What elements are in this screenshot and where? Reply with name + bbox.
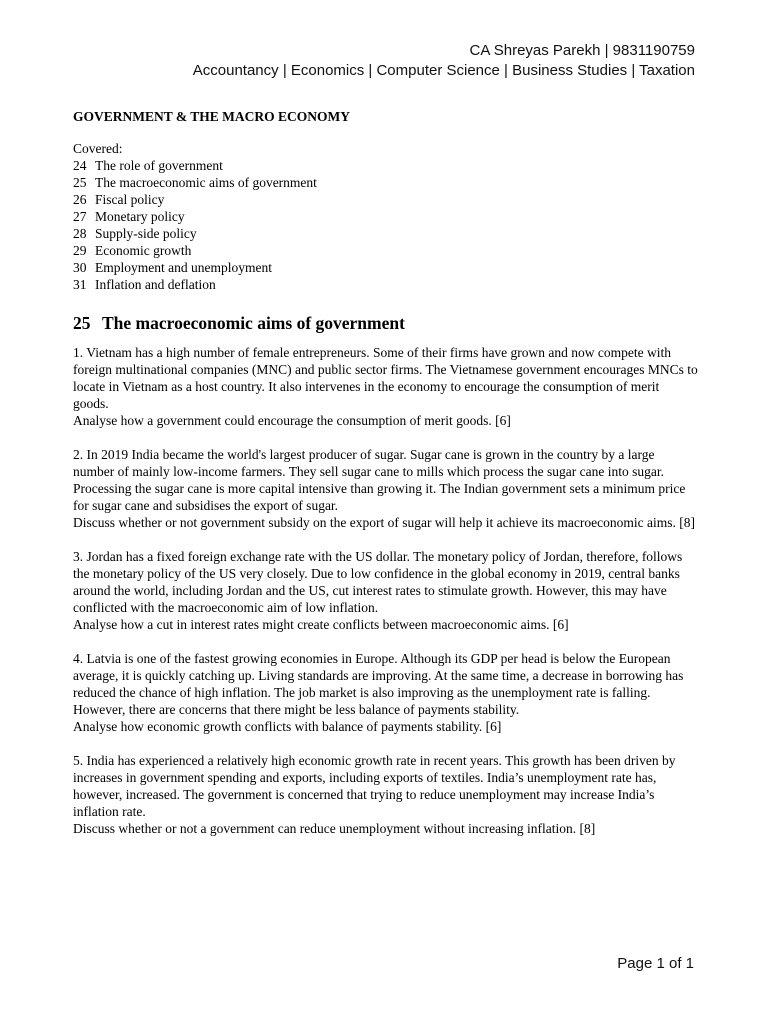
document-body: [73, 108, 698, 854]
question-task: Analyse how a cut in interest rates might create conflicts between macroeconomic aims. [6]: [73, 617, 569, 632]
page-number: Page 1 of 1: [617, 955, 694, 972]
question-1: [73, 344, 698, 429]
question-task: Discuss whether or not a government can reduce unemployment without increasing inflation. [8]: [73, 821, 596, 836]
question-task: Analyse how a government could encourage the consumption of merit goods. [6]: [73, 413, 511, 428]
question-4: [73, 650, 698, 735]
question-task: Discuss whether or not government subsidy on the export of sugar will help it achieve its macroeconomic aims. [8]: [73, 515, 695, 530]
question-2: [73, 446, 698, 531]
question-task: Analyse how economic growth conflicts with balance of payments stability. [6]: [73, 719, 502, 734]
covered-item: 28 Supply-side policy: [73, 226, 197, 241]
question-5: [73, 752, 698, 837]
section-heading: [73, 312, 698, 334]
author-contact: CA Shreyas Parekh | 9831190759: [469, 42, 695, 59]
covered-item: 27 Monetary policy: [73, 209, 185, 224]
covered-item: 30 Employment and unemployment: [73, 260, 272, 275]
subjects-list: Accountancy | Economics | Computer Science | Business Studies | Taxation: [192, 62, 695, 79]
question-3: [73, 548, 698, 633]
page-header: [193, 41, 695, 81]
section-title-text: The macroeconomic aims of government: [102, 313, 405, 333]
covered-item: 29 Economic growth: [73, 243, 192, 258]
question-body: 5. India has experienced a relatively high economic growth rate in recent years. This growth has been driven by increases in government spending and exports, including exports of textiles. India’s unemployment rate has, however, increased. The government is concerned that trying to reduce unemployment may increase India’s inflation rate.: [73, 753, 676, 819]
covered-item: 24 The role of government: [73, 158, 223, 173]
question-body: 1. Vietnam has a high number of female entrepreneurs. Some of their firms have grown and now compete with foreign multinational companies (MNC) and public sector firms. The Vietnamese government encourages MNCs to locate in Vietnam as a host country. It also intervenes in the economy to encourage the consumption of merit goods.: [73, 345, 698, 411]
section-number: 25: [73, 313, 91, 333]
question-body: 3. Jordan has a fixed foreign exchange rate with the US dollar. The monetary policy of Jordan, therefore, follows the monetary policy of the US very closely. Due to low confidence in the global economy in 2019, central banks around the world, including Jordan and the US, cut interest rates to stimulate growth. However, this may have conflicted with the macroeconomic aim of low inflation.: [73, 549, 683, 615]
question-body: 4. Latvia is one of the fastest growing economies in Europe. Although its GDP per head is below the European average, it is quickly catching up. Living standards are improving. At the same time, a decrease in borrowing has reduced the chance of high inflation. The job market is also improving as the unemployment rate is falling. However, there are concerns that there might be less balance of payments stability.: [73, 651, 684, 717]
covered-label: Covered:: [73, 141, 123, 156]
document-title: GOVERNMENT & THE MACRO ECONOMY: [73, 109, 351, 124]
covered-list: [73, 140, 698, 293]
covered-item: 31 Inflation and deflation: [73, 277, 216, 292]
covered-item: 25 The macroeconomic aims of government: [73, 175, 317, 190]
question-body: 2. In 2019 India became the world's largest producer of sugar. Sugar cane is grown in the country by a large number of mainly low-income farmers. They sell sugar cane to mills which process the sugar cane into sugar. Processing the sugar cane is more capital intensive than growing it. The Indian government sets a minimum price for sugar cane and subsidises the export of sugar.: [73, 447, 686, 513]
covered-item: 26 Fiscal policy: [73, 192, 165, 207]
